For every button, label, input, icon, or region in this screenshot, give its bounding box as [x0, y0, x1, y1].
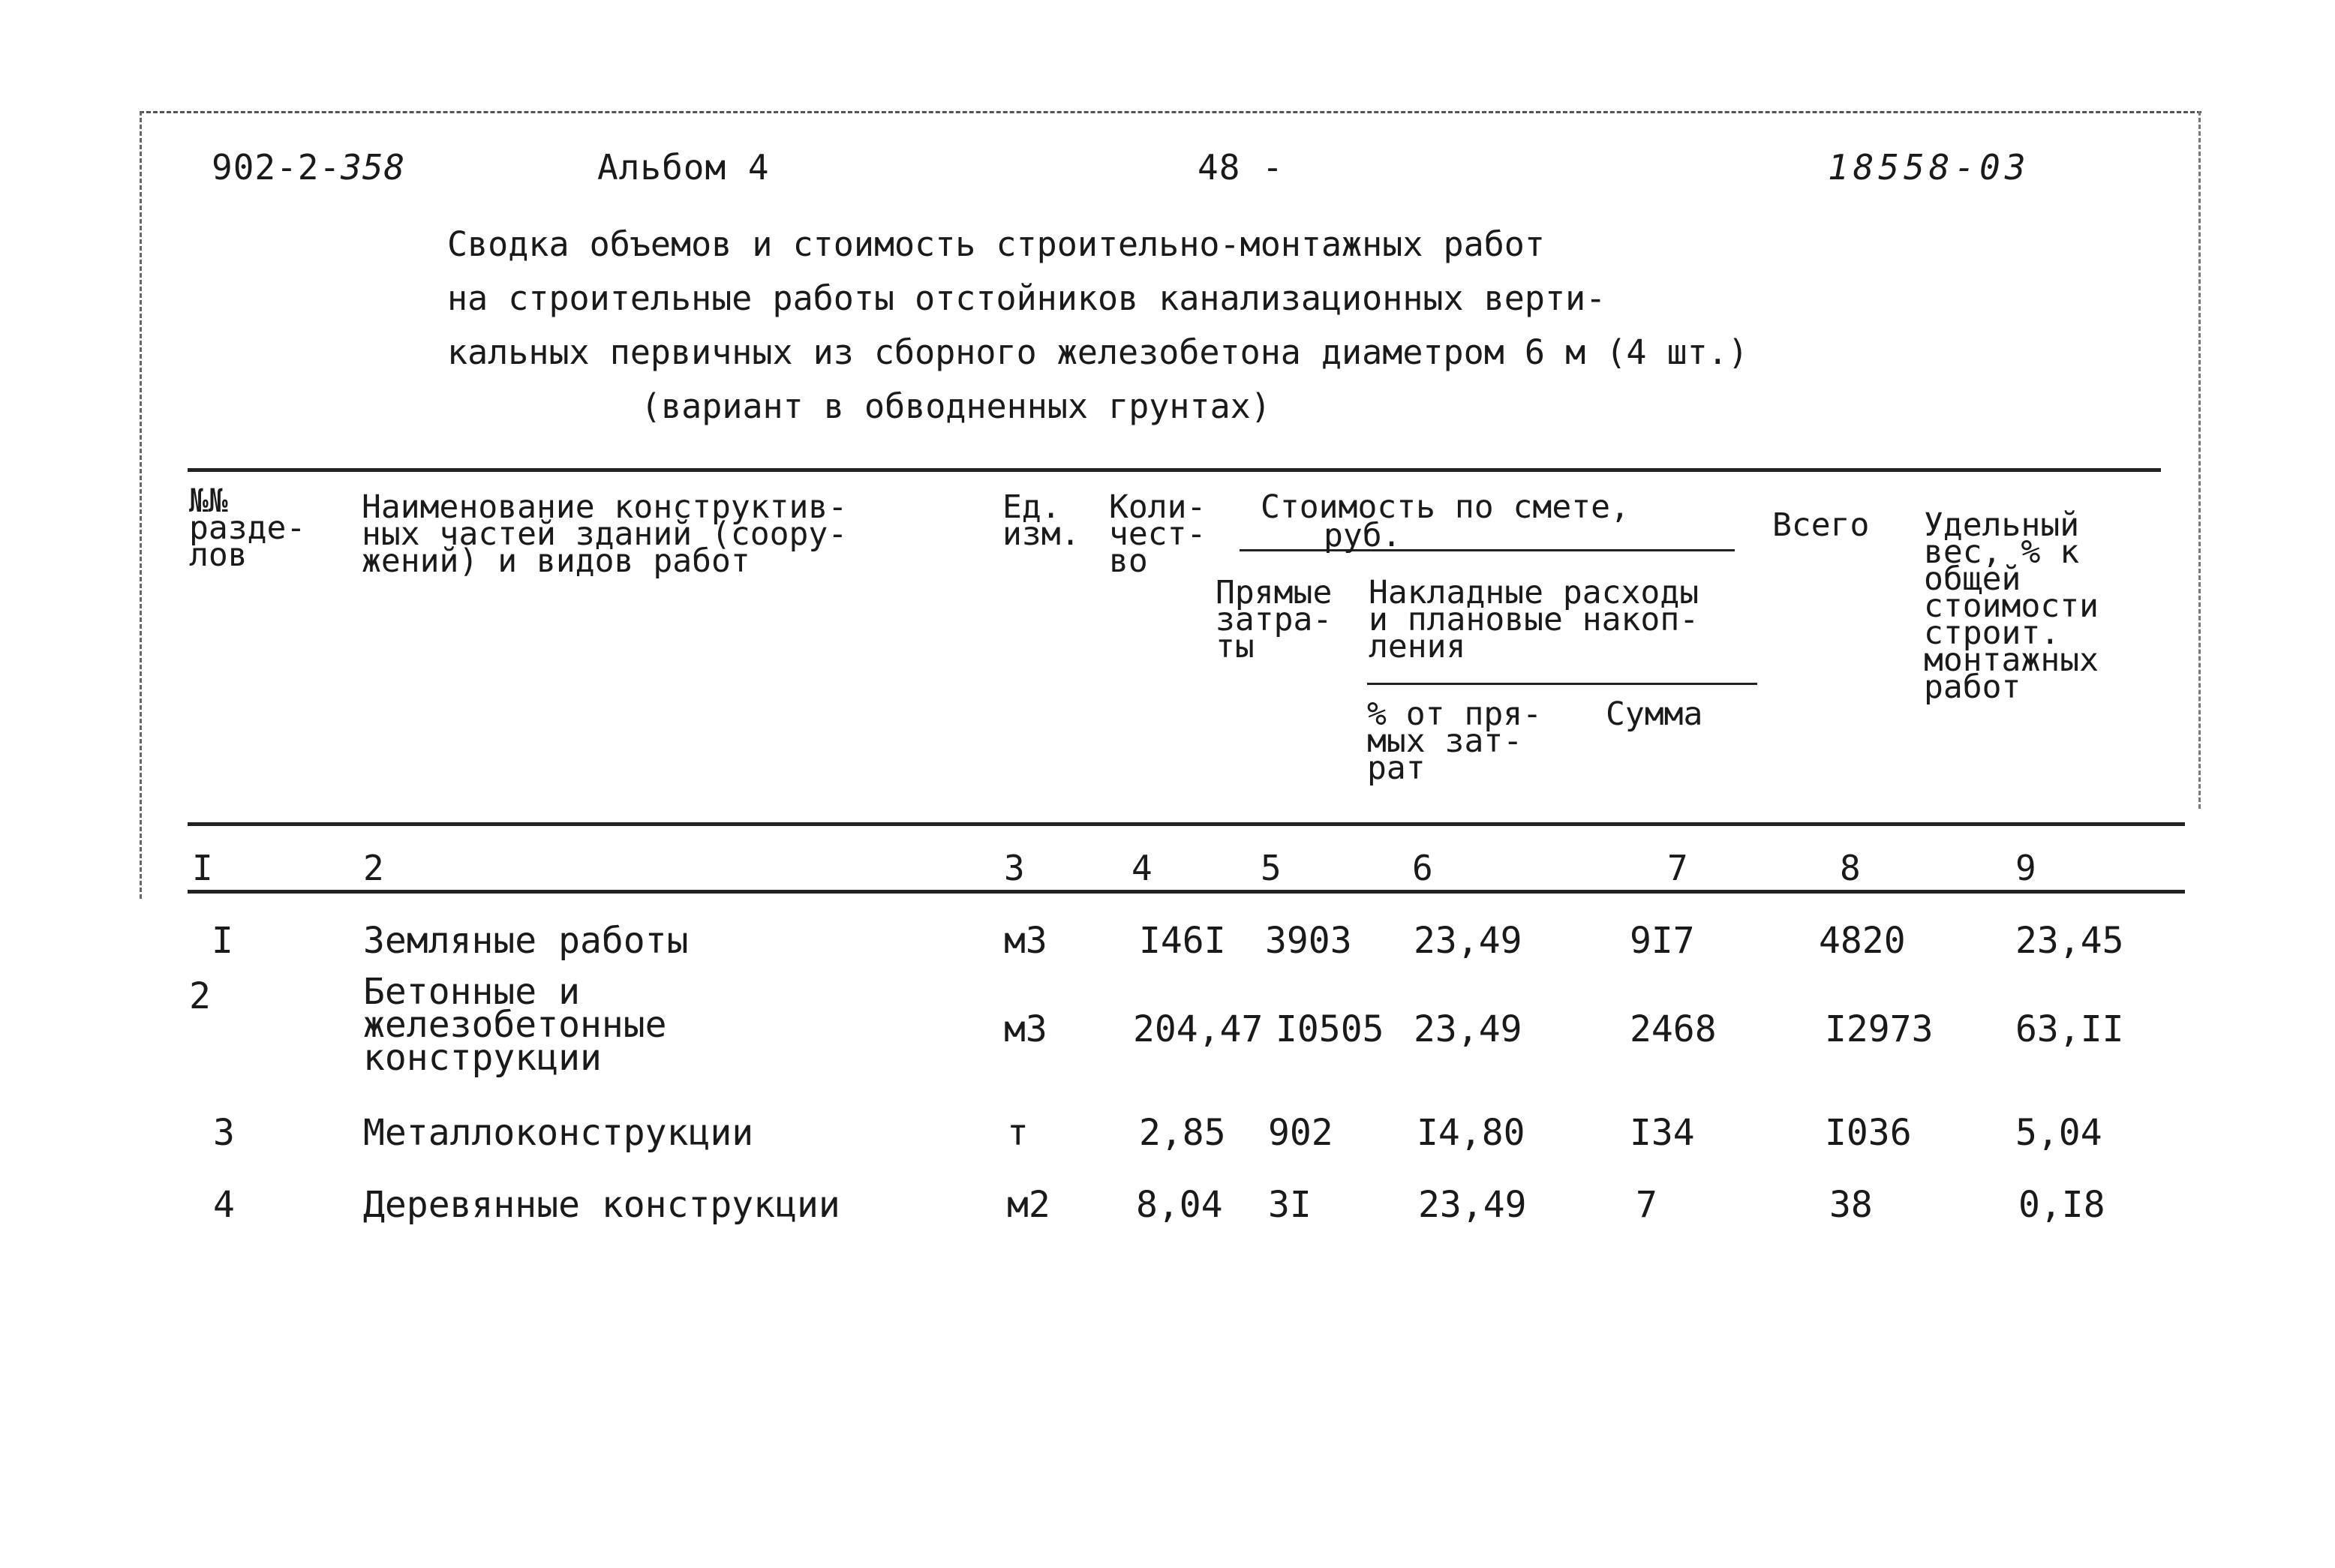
registration-number: 18558-03	[1828, 147, 2030, 188]
cell-section: I	[212, 920, 233, 962]
cell-sum: 2468	[1630, 1008, 1717, 1050]
title-line: Сводка объемов и стоимость строительно-монтажных работ	[447, 224, 1545, 264]
cell-sum: 9I7	[1630, 920, 1695, 962]
cell-total: I036	[1825, 1112, 1912, 1154]
cell-section: 4	[213, 1184, 235, 1226]
doc-prefix: 902-2-	[212, 147, 341, 188]
column-number: I	[192, 848, 213, 888]
cell-name: Земляные работы	[363, 920, 689, 962]
cell-name: Бетонные и железобетонные конструкции	[363, 971, 667, 1079]
header-section-number: №№ разде- лов	[189, 482, 306, 574]
cell-share: 63,II	[2015, 1008, 2124, 1050]
cell-section: 2	[189, 975, 211, 1017]
column-number: 7	[1667, 848, 1688, 888]
column-number: 3	[1004, 848, 1025, 888]
cell-unit: м3	[1004, 1008, 1047, 1050]
cell-share: 5,04	[2015, 1112, 2102, 1154]
cell-quantity: 8,04	[1136, 1184, 1223, 1226]
cell-quantity: I46I	[1139, 920, 1226, 962]
cell-sum: I34	[1630, 1112, 1695, 1154]
cell-share: 0,I8	[2018, 1184, 2105, 1226]
document-title	[447, 218, 1748, 434]
header-total: Всего	[1772, 506, 1870, 544]
header-percent-direct: % от пря- мых зат- рат	[1367, 695, 1542, 787]
cell-direct: 3I	[1268, 1184, 1312, 1226]
header-cost-group: Стоимость по смете,	[1261, 488, 1630, 526]
header-overhead-group: Накладные расходы и плановые накоп- ления	[1369, 574, 1699, 665]
page-number: 48 -	[1198, 147, 1284, 188]
cell-share: 23,45	[2015, 920, 2124, 962]
cell-name: Деревянные конструкции	[363, 1184, 840, 1226]
cell-name: Металлоконструкции	[363, 1112, 754, 1154]
cell-total: 38	[1829, 1184, 1873, 1226]
column-numbers-rule	[188, 890, 2185, 894]
column-number: 9	[2015, 848, 2036, 888]
cell-unit: м3	[1004, 920, 1047, 962]
cell-total: 4820	[1819, 920, 1906, 962]
cell-sum: 7	[1636, 1184, 1657, 1226]
overhead-underline	[1367, 683, 1757, 685]
header-bottom-rule	[188, 822, 2185, 826]
album-label: Альбом 4	[597, 147, 770, 188]
column-number: 4	[1131, 848, 1152, 888]
header-cost-unit: руб.	[1240, 522, 1735, 551]
title-line: кальных первичных из сборного железобетона диаметром 6 м (4 шт.)	[447, 332, 1748, 372]
cell-percent: 23,49	[1414, 920, 1522, 962]
cell-unit: т	[1007, 1112, 1029, 1154]
header-share: Удельный вес, % к общей стоимости строит. монтажных работ	[1924, 506, 2099, 706]
cell-unit: м2	[1007, 1184, 1050, 1226]
frame-left-border	[140, 111, 142, 899]
doc-suffix: 358	[341, 147, 406, 188]
title-line: (вариант в обводненных грунтах)	[641, 386, 1271, 426]
header-quantity: Коли- чест- во	[1109, 488, 1207, 580]
cell-direct: I0505	[1276, 1008, 1384, 1050]
frame-right-border	[2198, 111, 2201, 809]
cell-percent: I4,80	[1417, 1112, 1525, 1154]
cell-percent: 23,49	[1414, 1008, 1522, 1050]
header-unit: Ед. изм.	[1002, 488, 1080, 553]
cell-section: 3	[213, 1112, 235, 1154]
header-sum: Сумма	[1606, 695, 1703, 733]
cell-total: I2973	[1825, 1008, 1934, 1050]
cell-direct: 3903	[1265, 920, 1352, 962]
cell-quantity: 2,85	[1139, 1112, 1226, 1154]
cell-quantity: 204,47	[1133, 1008, 1264, 1050]
column-number: 8	[1840, 848, 1861, 888]
cell-percent: 23,49	[1418, 1184, 1527, 1226]
column-number: 2	[363, 848, 384, 888]
frame-top-border	[140, 111, 2201, 113]
document-number	[212, 147, 405, 188]
header-name: Наименование конструктив- ных частей зданий (соору- жений) и видов работ	[362, 488, 848, 580]
cell-direct: 902	[1268, 1112, 1333, 1154]
table-top-rule	[188, 468, 2161, 472]
title-line: на строительные работы отстойников канализационных верти-	[447, 278, 1606, 318]
column-number: 5	[1261, 848, 1282, 888]
header-direct-costs: Прямые затра- ты	[1216, 574, 1333, 665]
column-number: 6	[1412, 848, 1433, 888]
